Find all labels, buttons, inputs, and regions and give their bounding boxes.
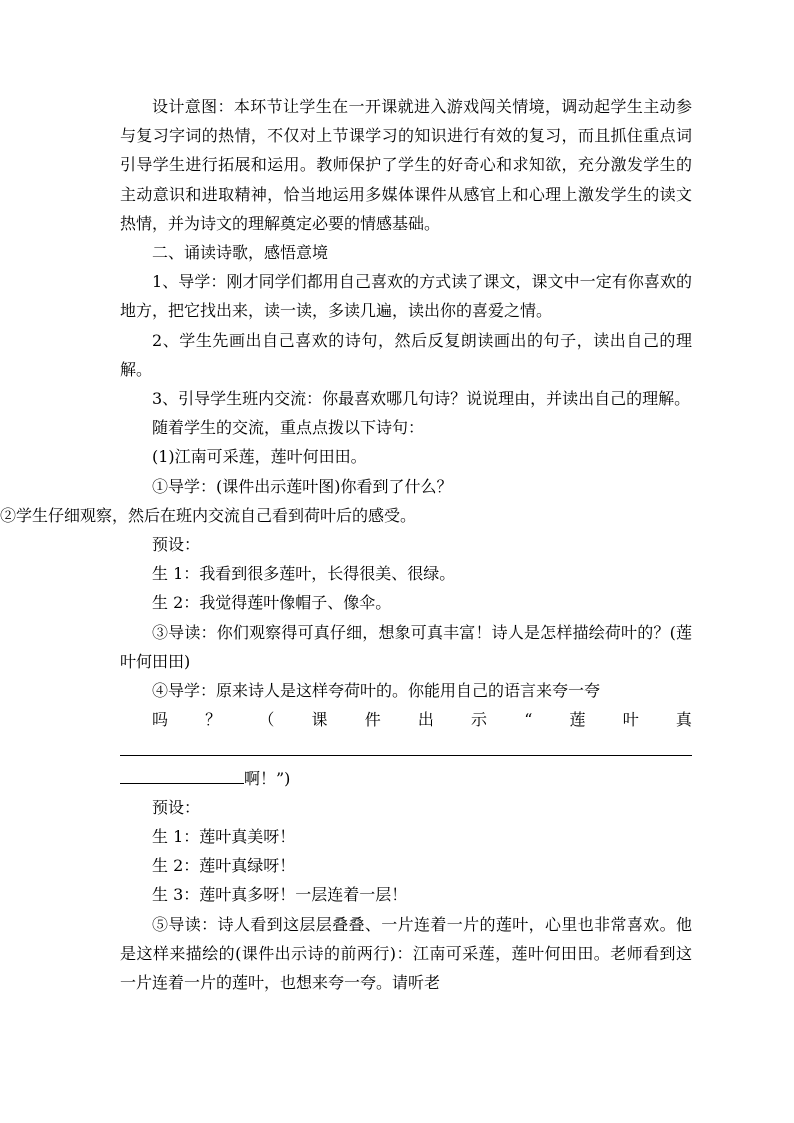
fill-in-prompt-line [120,705,692,734]
guide-read-5: ⑤导读：诗人看到这层层叠叠、一片连着一片的莲叶，心里也非常喜欢。他是这样来描绘的(课件出示诗的前两行)：江南可采莲，莲叶何田田。老师看到这一片连着一片的莲叶，也想来夸一夸。请听老 [120,914,692,993]
blank-underline [120,769,244,784]
step-1-paragraph: 1、导学：刚才同学们都用自己喜欢的方式读了课文，课文中一定有你喜欢的地方，把它找出来，读一读，多读几遍，读出你的喜爱之情。 [120,272,692,321]
prompt-char: 件 [364,710,381,730]
student-answer-4: 生 2：莲叶真绿呀！ [152,856,296,876]
prompt-char: 吗 [152,710,169,730]
prompt-char: 出 [417,710,434,730]
student-answer-3: 生 1：莲叶真美呀！ [152,827,296,847]
preset-label-2: 预设： [152,797,201,817]
blank-tail-text: 啊！”) [244,768,291,788]
guide-learn-4: ④导学：原来诗人是这样夸荷叶的。你能用自己的语言来夸一夸 [152,681,601,701]
prompt-char: “ [524,710,533,730]
prompt-char: （ [258,710,275,730]
fill-in-blank-line [120,734,692,763]
student-answer-5: 生 3：莲叶真多呀！一层连着一层！ [152,885,408,905]
fill-in-blank-tail [120,764,692,793]
preset-label-1: 预设： [152,535,201,555]
prompt-char: 莲 [569,710,586,730]
prompt-char: ？ [205,710,222,730]
student-answer-1: 生 1：我看到很多莲叶，长得很美、很绿。 [152,564,456,584]
prompt-char: 课 [311,710,328,730]
design-intent-paragraph: 设计意图：本环节让学生在一开课就进入游戏闯关情境，调动起学生主动参与复习字词的热情，不仅对上节课学习的知识进行有效的复习，而且抓住重点词引导学生进行拓展和运用。教师保护了学生的好奇心和求知欲，充分激发学生的主动意识和进取精神，恰当地运用多媒体课件从感官上和心理上激发学生的读文热情，并为诗文的理解奠定必要的情感基础。 [120,97,692,233]
prompt-char: 示 [471,710,488,730]
section-heading: 二、诵读诗歌，感悟意境 [152,243,329,263]
step-3-paragraph: 3、引导学生班内交流：你最喜欢哪几句诗？说说理由，并读出自己的理解。 [152,389,691,409]
guidance-intro: 随着学生的交流，重点点拨以下诗句： [152,418,425,438]
poem-line-1: (1)江南可采莲，莲叶何田田。 [152,447,367,467]
guide-question-1: ①导学：(课件出示莲叶图)你看到了什么？ [152,476,453,496]
prompt-char: 真 [675,710,692,730]
document-page [0,92,692,997]
student-answer-2: 生 2：我觉得莲叶像帽子、像伞。 [152,593,392,613]
observation-paragraph: ②学生仔细观察，然后在班内交流自己看到荷叶后的感受。 [0,505,417,525]
guide-read-3: ③导读：你们观察得可真仔细，想象可真丰富！诗人是怎样描绘荷叶的？(莲叶何田田) [120,622,692,671]
step-2-paragraph: 2、学生先画出自己喜欢的诗句，然后反复朗读画出的句子，读出自己的理解。 [120,330,692,379]
prompt-char: 叶 [622,710,639,730]
